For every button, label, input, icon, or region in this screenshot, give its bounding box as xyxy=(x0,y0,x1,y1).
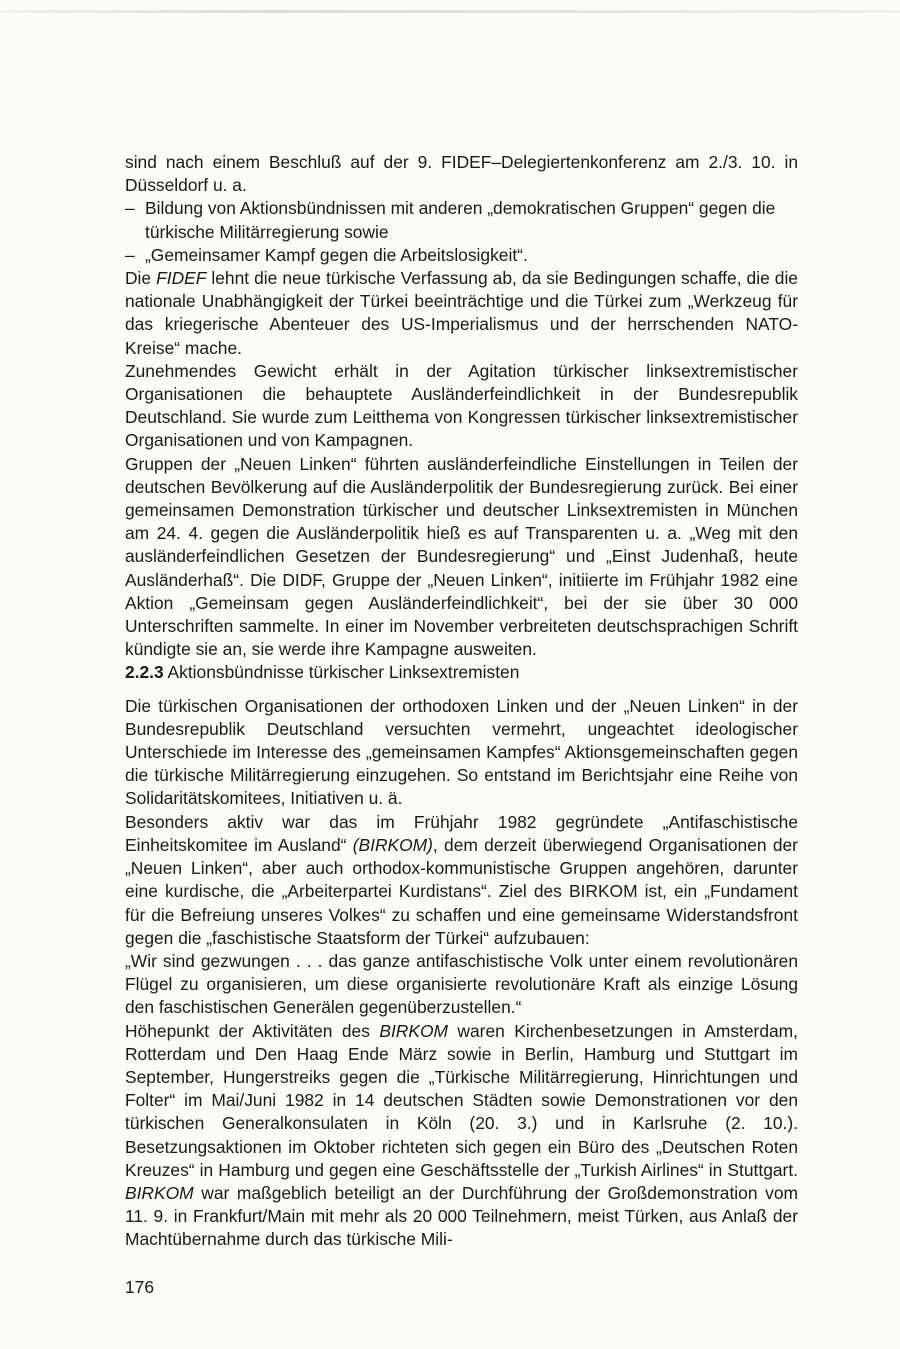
section-number: 2.2.3 xyxy=(125,662,164,683)
text-run: waren Kirchenbesetzungen in Amsterdam, Rotterdam und Den Haag Ende März sowie in Berlin, Hamburg und Stuttgart im September, Hungerstreiks gegen die „Türkische Militärregierung, Hinrichtungen und Folter“ im Mai/Juni 1982 in 14 deutschen Städten sowie Demonstrationen vor den türkischen Generalkonsulaten in Köln (20. 3.) und in Karlsruhe (2. 10.). Besetzungsaktionen im Oktober richteten sich gegen ein Büro des „Deutschen Roten Kreuzes“ in Hamburg und gegen eine Geschäftsstelle der „Turkish Airlines“ in Stuttgart. xyxy=(125,1020,798,1180)
page-number: 176 xyxy=(125,1277,155,1297)
quote-paragraph: „Wir sind gezwungen . . . das ganze antifaschistische Volk unter einem revolutionären Flügel zu organisieren, um diese organisierte revolutionäre Kraft als einzige Lösung den faschistischen Generälen gegenüberzustellen.“ xyxy=(125,950,798,1018)
organization-abbreviation: (BIRKOM) xyxy=(352,834,433,855)
list-item-text: Bildung von Aktionsbündnissen mit anderen „demokratischen Gruppen“ gegen die türkische Militärregierung sowie xyxy=(145,198,776,242)
paragraph-fidef xyxy=(125,267,798,360)
list-item xyxy=(125,244,798,267)
organization-abbreviation: BIRKOM xyxy=(379,1020,448,1041)
page-content xyxy=(125,151,798,1252)
list-item-text: „Gemeinsamer Kampf gegen die Arbeitslosigkeit“. xyxy=(145,244,528,265)
intro-line: sind nach einem Beschluß auf der 9. FIDEF–Delegiertenkonferenz am 2./3. 10. in Düsseldorf u. a. xyxy=(125,152,798,196)
list-dash: – xyxy=(125,244,135,265)
scan-edge-line xyxy=(0,10,900,13)
text-run: , dem derzeit überwiegend Organisationen der „Neuen Linken“, aber auch orthodox-kommunistische Gruppen angehören, darunter eine kurdische, die „Arbeiterpartei Kurdistans“. Ziel des BIRKOM ist, ein „Fundament für die Befreiung unseres Volkes“ zu schaffen und eine gemeinsame Widerstandsfront gegen die „faschistische Staatsform der Türkei“ aufzubauen: xyxy=(125,834,798,948)
paragraph-organisations: Die türkischen Organisationen der orthodoxen Linken und der „Neuen Linken“ in der Bundesrepublik Deutschland versuchten vermehrt, ungeachtet ideologischer Unterschiede im Interesse des „gemeinsamen Kampfes“ Aktionsgemeinschaften gegen die türkische Militärregierung einzugehen. So entstand im Berichtsjahr eine Reihe von Solidaritätskomitees, Initiativen u. ä. xyxy=(125,695,798,809)
text-run: Höhepunkt der Aktivitäten des xyxy=(125,1020,380,1041)
paragraph-birkom xyxy=(125,811,798,950)
paragraph-agitation: Zunehmendes Gewicht erhält in der Agitation türkischer linksextremistischer Organisationen die behauptete Ausländerfeindlichkeit in der Bundesrepublik Deutschland. Sie wurde zum Leitthema von Kongressen türkischer linksextremistischer Organisationen und von Kampagnen. xyxy=(125,360,798,451)
list-item xyxy=(125,197,798,243)
paragraph-neue-linke: Gruppen der „Neuen Linken“ führten ausländerfeindliche Einstellungen in Teilen der deutschen Bevölkerung auf die Ausländerpolitik der Bundesregierung zurück. Bei einer gemeinsamen Demonstration türkischer und deutscher Linksextremisten in München am 24. 4. gegen die Ausländerpolitik hieß es auf Transparenten u. a. „Weg mit den ausländerfeindlichen Gesetzen der Bundesregierung“ und „Einst Judenhaß, heute Ausländerhaß“. Die DIDF, Gruppe der „Neuen Linken“, initiierte im Frühjahr 1982 eine Aktion „Gemeinsam gegen Ausländerfeindlichkeit“, bei der sie über 30 000 Unterschriften sammelte. In einer im November verbreiteten deutschsprachigen Schrift kündigte sie an, sie werde ihre Kampagne ausweiten. xyxy=(125,453,798,660)
list-dash: – xyxy=(125,198,135,219)
text-run: lehnt die neue türkische Verfassung ab, da sie Bedingungen schaffe, die die nationale Unabhängigkeit der Türkei beeinträchtige und die Türkei zum „Werkzeug für das kriegerische Abenteuer des US-Imperialismus und der herrschenden NATO-Kreise“ mache. xyxy=(125,268,798,358)
text-run: Besonders aktiv war das im Frühjahr 1982 gegründete „Antifaschistische Einheitskomitee im Ausland“ xyxy=(125,811,798,855)
section-heading xyxy=(125,661,798,684)
organization-abbreviation: BIRKOM xyxy=(125,1182,194,1203)
organization-name: FIDEF xyxy=(156,268,207,289)
text-run: Die xyxy=(125,268,157,289)
section-title: Aktionsbündnisse türkischer Linksextremisten xyxy=(163,662,520,683)
paragraph-activities xyxy=(125,1020,798,1252)
text-run: war maßgeblich beteiligt an der Durchführung der Großdemonstration vom 11. 9. in Frankfurt/Main mit mehr als 20 000 Teilnehmern, meist Türken, aus Anlaß der Machtübernahme durch das türkische Mili- xyxy=(125,1182,798,1250)
